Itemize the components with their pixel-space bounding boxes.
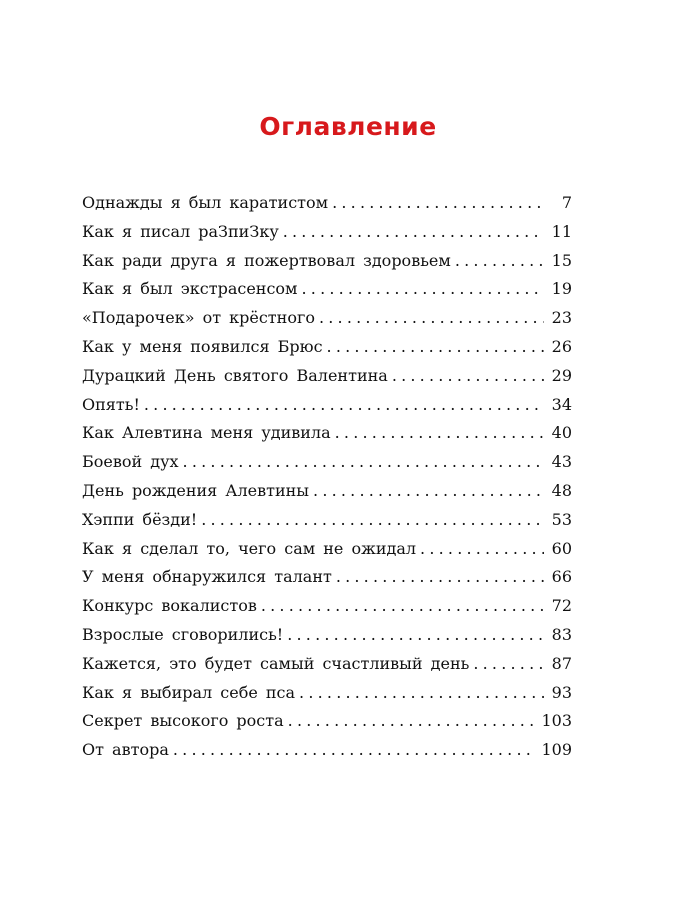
toc-entry [82, 621, 572, 650]
toc-entry-title: Опять! [82, 394, 140, 414]
toc-entry-title: Как ради друга я пожертвовал здоровьем [82, 250, 451, 270]
toc-entry-title: Дурацкий День святого Валентина [82, 365, 388, 385]
dot-leader [327, 333, 544, 362]
toc-entry [82, 218, 572, 247]
toc-entry-page: 23 [551, 308, 572, 328]
toc-entry [82, 419, 572, 448]
toc-entry [82, 362, 572, 391]
toc-entry-page: 26 [551, 336, 572, 356]
table-of-contents [82, 189, 572, 765]
toc-entry [82, 448, 572, 477]
toc-entry-page: 87 [551, 653, 572, 673]
toc-entry-page: 43 [551, 452, 572, 472]
toc-entry-page: 34 [551, 394, 572, 414]
dot-leader [183, 448, 544, 477]
toc-entry-page: 29 [551, 365, 572, 385]
toc-entry-page: 40 [551, 423, 572, 443]
dot-leader [144, 391, 544, 420]
toc-entry [82, 650, 572, 679]
toc-entry-page: 72 [551, 596, 572, 616]
toc-entry [82, 592, 572, 621]
toc-entry [82, 391, 572, 420]
dot-leader [319, 304, 544, 333]
toc-entry-title: У меня обнаружился талант [82, 567, 332, 587]
toc-entry-title: Как я был экстрасенсом [82, 279, 298, 299]
dot-leader [173, 736, 536, 765]
dot-leader [336, 563, 544, 592]
toc-entry-title: Как я выбирал себе пса [82, 682, 296, 702]
toc-entry-page: 93 [551, 682, 572, 702]
toc-entry [82, 679, 572, 708]
dot-leader [392, 362, 544, 391]
dot-leader [335, 419, 544, 448]
toc-entry [82, 247, 572, 276]
toc-entry [82, 563, 572, 592]
toc-entry-page: 7 [561, 193, 572, 212]
toc-entry-title: День рождения Алевтины [82, 480, 310, 500]
toc-entry-page: 19 [551, 279, 572, 299]
dot-leader [302, 275, 545, 304]
dot-leader [261, 592, 544, 621]
toc-entry-title: Взрослые сговорились! [82, 624, 284, 644]
toc-entry [82, 189, 572, 218]
toc-entry-page: 66 [551, 567, 572, 587]
dot-leader [287, 621, 544, 650]
toc-entry [82, 304, 572, 333]
toc-entry-title: Как Алевтина меня удивила [82, 423, 331, 443]
toc-entry [82, 275, 572, 304]
toc-entry-title: Как у меня появился Брюс [82, 336, 323, 356]
toc-entry-title: Боевой дух [82, 452, 179, 472]
toc-entry-page: 83 [551, 624, 572, 644]
toc-entry-title: Однажды я был каратистом [82, 193, 329, 212]
dot-leader [332, 189, 544, 218]
toc-entry-title: Секрет высокого роста [82, 711, 284, 731]
toc-entry-title: От автора [82, 740, 169, 760]
toc-entry [82, 333, 572, 362]
toc-entry-page: 15 [551, 250, 572, 270]
dot-leader [313, 477, 544, 506]
dot-leader [473, 650, 544, 679]
toc-entry-page: 109 [541, 740, 572, 760]
dot-leader [299, 679, 544, 708]
toc-entry-page: 11 [551, 221, 572, 241]
dot-leader [201, 506, 544, 535]
toc-entry-page: 60 [551, 538, 572, 558]
toc-entry [82, 535, 572, 564]
toc-entry-title: Как я писал раЗпиЗку [82, 221, 279, 241]
toc-entry [82, 707, 572, 736]
toc-entry-title: «Подарочек» от крёстного [82, 308, 315, 328]
toc-entry-title: Кажется, это будет самый счастливый день [82, 653, 470, 673]
toc-entry [82, 736, 572, 765]
dot-leader [283, 218, 544, 247]
dot-leader [455, 247, 544, 276]
toc-entry-page: 103 [541, 711, 572, 731]
dot-leader [420, 535, 544, 564]
toc-entry-page: 48 [551, 480, 572, 500]
toc-entry-title: Конкурс вокалистов [82, 596, 257, 616]
toc-entry [82, 506, 572, 535]
toc-entry-title: Как я сделал то, чего сам не ожидал [82, 538, 417, 558]
page-title: Оглавление [259, 111, 437, 141]
dot-leader [288, 707, 536, 736]
toc-entry [82, 477, 572, 506]
toc-entry-page: 53 [551, 509, 572, 529]
toc-entry-title: Хэппи бёзди! [82, 509, 198, 529]
